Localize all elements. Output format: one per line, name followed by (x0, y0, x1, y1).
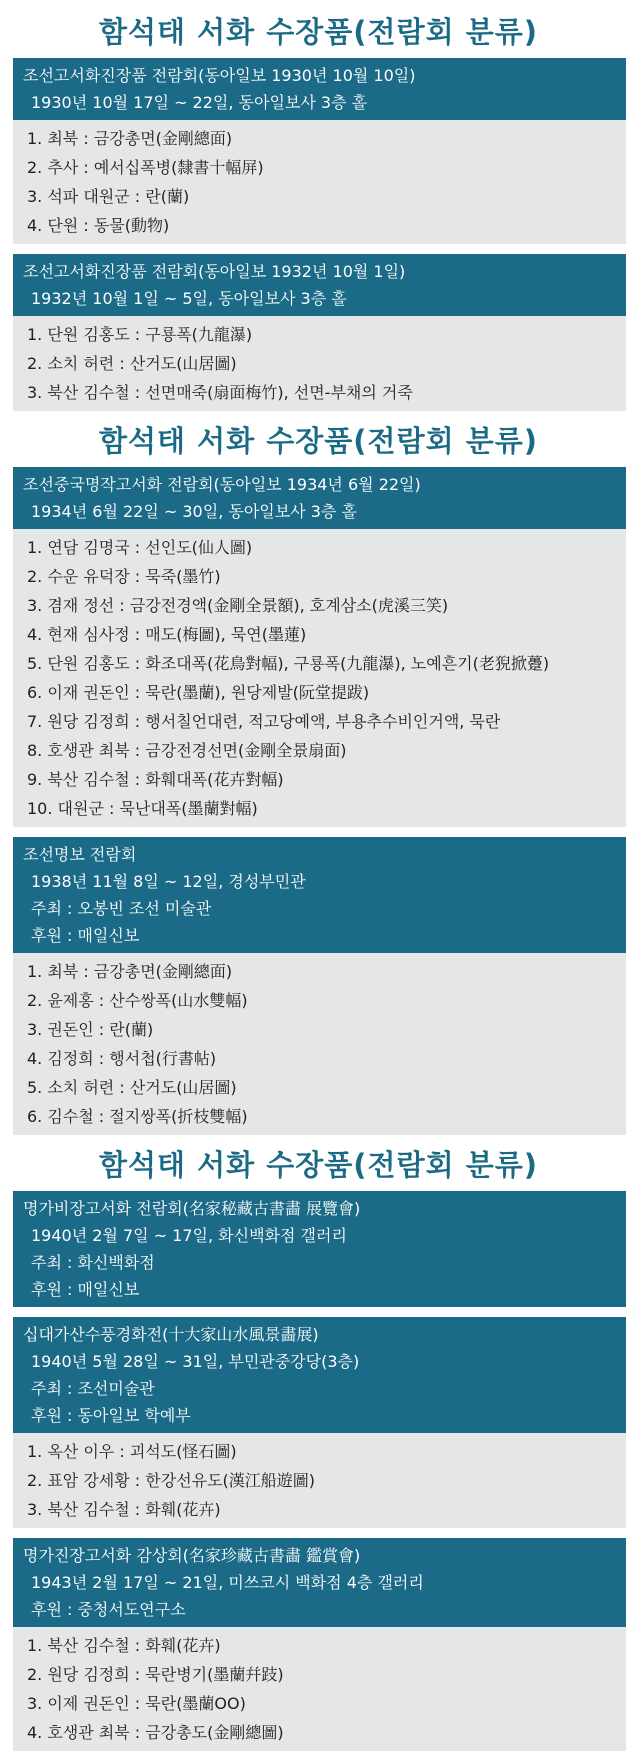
list-item: 2. 수운 유덕장 : 묵죽(墨竹) (27, 567, 221, 586)
exhibition-sponsor: 후원 : 동아일보 학예부 (31, 1406, 191, 1425)
exhibition-items (13, 1433, 626, 1528)
exhibition-header (13, 1538, 626, 1627)
exhibition-info: 1940년 5월 28일 ~ 31일, 부민관중강당(3층) (31, 1352, 360, 1371)
exhibition-card (13, 1191, 626, 1307)
list-item: 4. 단원 : 동물(動物) (27, 216, 170, 235)
exhibition-title: 조선고서화진장품 전람회(동아일보 1932년 10월 1일) (23, 262, 406, 281)
list-item: 9. 북산 김수철 : 화훼대폭(花卉對幅) (27, 770, 284, 789)
exhibition-card (13, 254, 626, 411)
exhibition-header (13, 254, 626, 316)
exhibition-header (13, 1317, 626, 1433)
list-item: 6. 이재 권돈인 : 묵란(墨蘭), 원당제발(阮堂提跋) (27, 683, 370, 702)
list-item: 3. 석파 대원군 : 란(蘭) (27, 187, 190, 206)
list-item: 4. 현재 심사정 : 매도(梅圖), 묵연(墨蓮) (27, 625, 307, 644)
list-item: 5. 단원 김홍도 : 화조대폭(花鳥對幅), 구룡폭(九龍瀑), 노예흔기(老猊掀躉) (27, 654, 550, 673)
list-item: 1. 북산 김수철 : 화훼(花卉) (27, 1636, 221, 1655)
exhibition-card (13, 1317, 626, 1528)
exhibition-info: 1930년 10월 17일 ~ 22일, 동아일보사 3층 홀 (31, 93, 368, 112)
exhibition-sponsor: 후원 : 중청서도연구소 (31, 1600, 186, 1619)
list-item: 1. 연담 김명국 : 선인도(仙人圖) (27, 538, 253, 557)
exhibition-organizer: 주최 : 오봉빈 조선 미술관 (31, 899, 212, 918)
exhibition-items (13, 120, 626, 244)
list-item: 4. 호생관 최북 : 금강총도(金剛總圖) (27, 1723, 284, 1742)
list-item: 3. 북산 김수철 : 화훼(花卉) (27, 1500, 221, 1519)
list-item: 8. 호생관 최북 : 금강전경선면(金剛全景扇面) (27, 741, 347, 760)
exhibition-title: 조선고서화진장품 전람회(동아일보 1930년 10월 10일) (23, 66, 416, 85)
exhibition-items (13, 529, 626, 827)
exhibition-sponsor: 후원 : 매일신보 (31, 926, 140, 945)
section-title: 함석태 서화 수장품(전람회 분류) (99, 424, 538, 458)
exhibition-items (13, 316, 626, 411)
exhibition-card (13, 467, 626, 827)
exhibition-header (13, 1191, 626, 1307)
exhibition-organizer: 주최 : 화신백화점 (31, 1253, 155, 1272)
list-item: 5. 소치 허련 : 산거도(山居圖) (27, 1078, 237, 1097)
exhibition-items (13, 1627, 626, 1751)
exhibition-title: 명가비장고서화 전람회(名家秘藏古書畵 展覽會) (23, 1199, 361, 1218)
list-item: 1. 최북 : 금강총면(金剛總面) (27, 129, 233, 148)
exhibition-info: 1932년 10월 1일 ~ 5일, 동아일보사 3층 홀 (31, 289, 347, 308)
exhibition-header (13, 467, 626, 529)
list-item: 2. 표암 강세황 : 한강선유도(漢江船遊圖) (27, 1471, 316, 1490)
exhibition-organizer: 주최 : 조선미술관 (31, 1379, 155, 1398)
exhibition-info: 1943년 2월 17일 ~ 21일, 미쓰코시 백화점 4층 갤러리 (31, 1573, 424, 1592)
exhibition-sponsor: 후원 : 매일신보 (31, 1280, 140, 1299)
list-item: 2. 추사 : 예서십폭병(隸書十幅屏) (27, 158, 264, 177)
exhibition-card (13, 837, 626, 1135)
exhibition-title: 십대가산수풍경화전(十大家山水風景畵展) (23, 1325, 319, 1344)
exhibition-info: 1938년 11월 8일 ~ 12일, 경성부민관 (31, 872, 306, 891)
list-item: 2. 원당 김정희 : 묵란병기(墨蘭幷跂) (27, 1665, 284, 1684)
list-item: 3. 권돈인 : 란(蘭) (27, 1020, 154, 1039)
exhibition-header (13, 58, 626, 120)
exhibition-header (13, 837, 626, 953)
section-title: 함석태 서화 수장품(전람회 분류) (99, 15, 538, 49)
list-item: 1. 단원 김홍도 : 구룡폭(九龍瀑) (27, 325, 253, 344)
exhibition-card (13, 58, 626, 244)
section-title: 함석태 서화 수장품(전람회 분류) (99, 1148, 538, 1182)
exhibition-card (13, 1538, 626, 1751)
list-item: 3. 북산 김수철 : 선면매죽(扇面梅竹), 선면-부채의 거죽 (27, 383, 413, 402)
list-item: 10. 대원군 : 묵난대폭(墨蘭對幅) (27, 799, 258, 818)
list-item: 6. 김수철 : 절지쌍폭(折枝雙幅) (27, 1107, 248, 1126)
list-item: 1. 최북 : 금강총면(金剛總面) (27, 962, 233, 981)
list-item: 7. 원당 김정희 : 행서칠언대련, 적고당예액, 부용추수비인거액, 묵란 (27, 712, 501, 731)
list-item: 1. 옥산 이우 : 괴석도(怪石圖) (27, 1442, 237, 1461)
exhibition-title: 조선명보 전람회 (23, 845, 137, 864)
exhibition-info: 1940년 2월 7일 ~ 17일, 화신백화점 갤러리 (31, 1226, 347, 1245)
list-item: 2. 소치 허련 : 산거도(山居圖) (27, 354, 237, 373)
exhibition-items (13, 953, 626, 1135)
exhibition-title: 조선중국명작고서화 전람회(동아일보 1934년 6월 22일) (23, 475, 421, 494)
list-item: 2. 윤제홍 : 산수쌍폭(山水雙幅) (27, 991, 248, 1010)
list-item: 3. 겸재 정선 : 금강전경액(金剛全景額), 호계삼소(虎溪三笑) (27, 596, 449, 615)
exhibition-info: 1934년 6월 22일 ~ 30일, 동아일보사 3층 홀 (31, 502, 357, 521)
list-item: 4. 김정희 : 행서첩(行書帖) (27, 1049, 217, 1068)
list-item: 3. 이제 권돈인 : 묵란(墨蘭OO) (27, 1694, 246, 1713)
exhibition-title: 명가진장고서화 감상회(名家珍藏古書畵 鑑賞會) (23, 1546, 361, 1565)
